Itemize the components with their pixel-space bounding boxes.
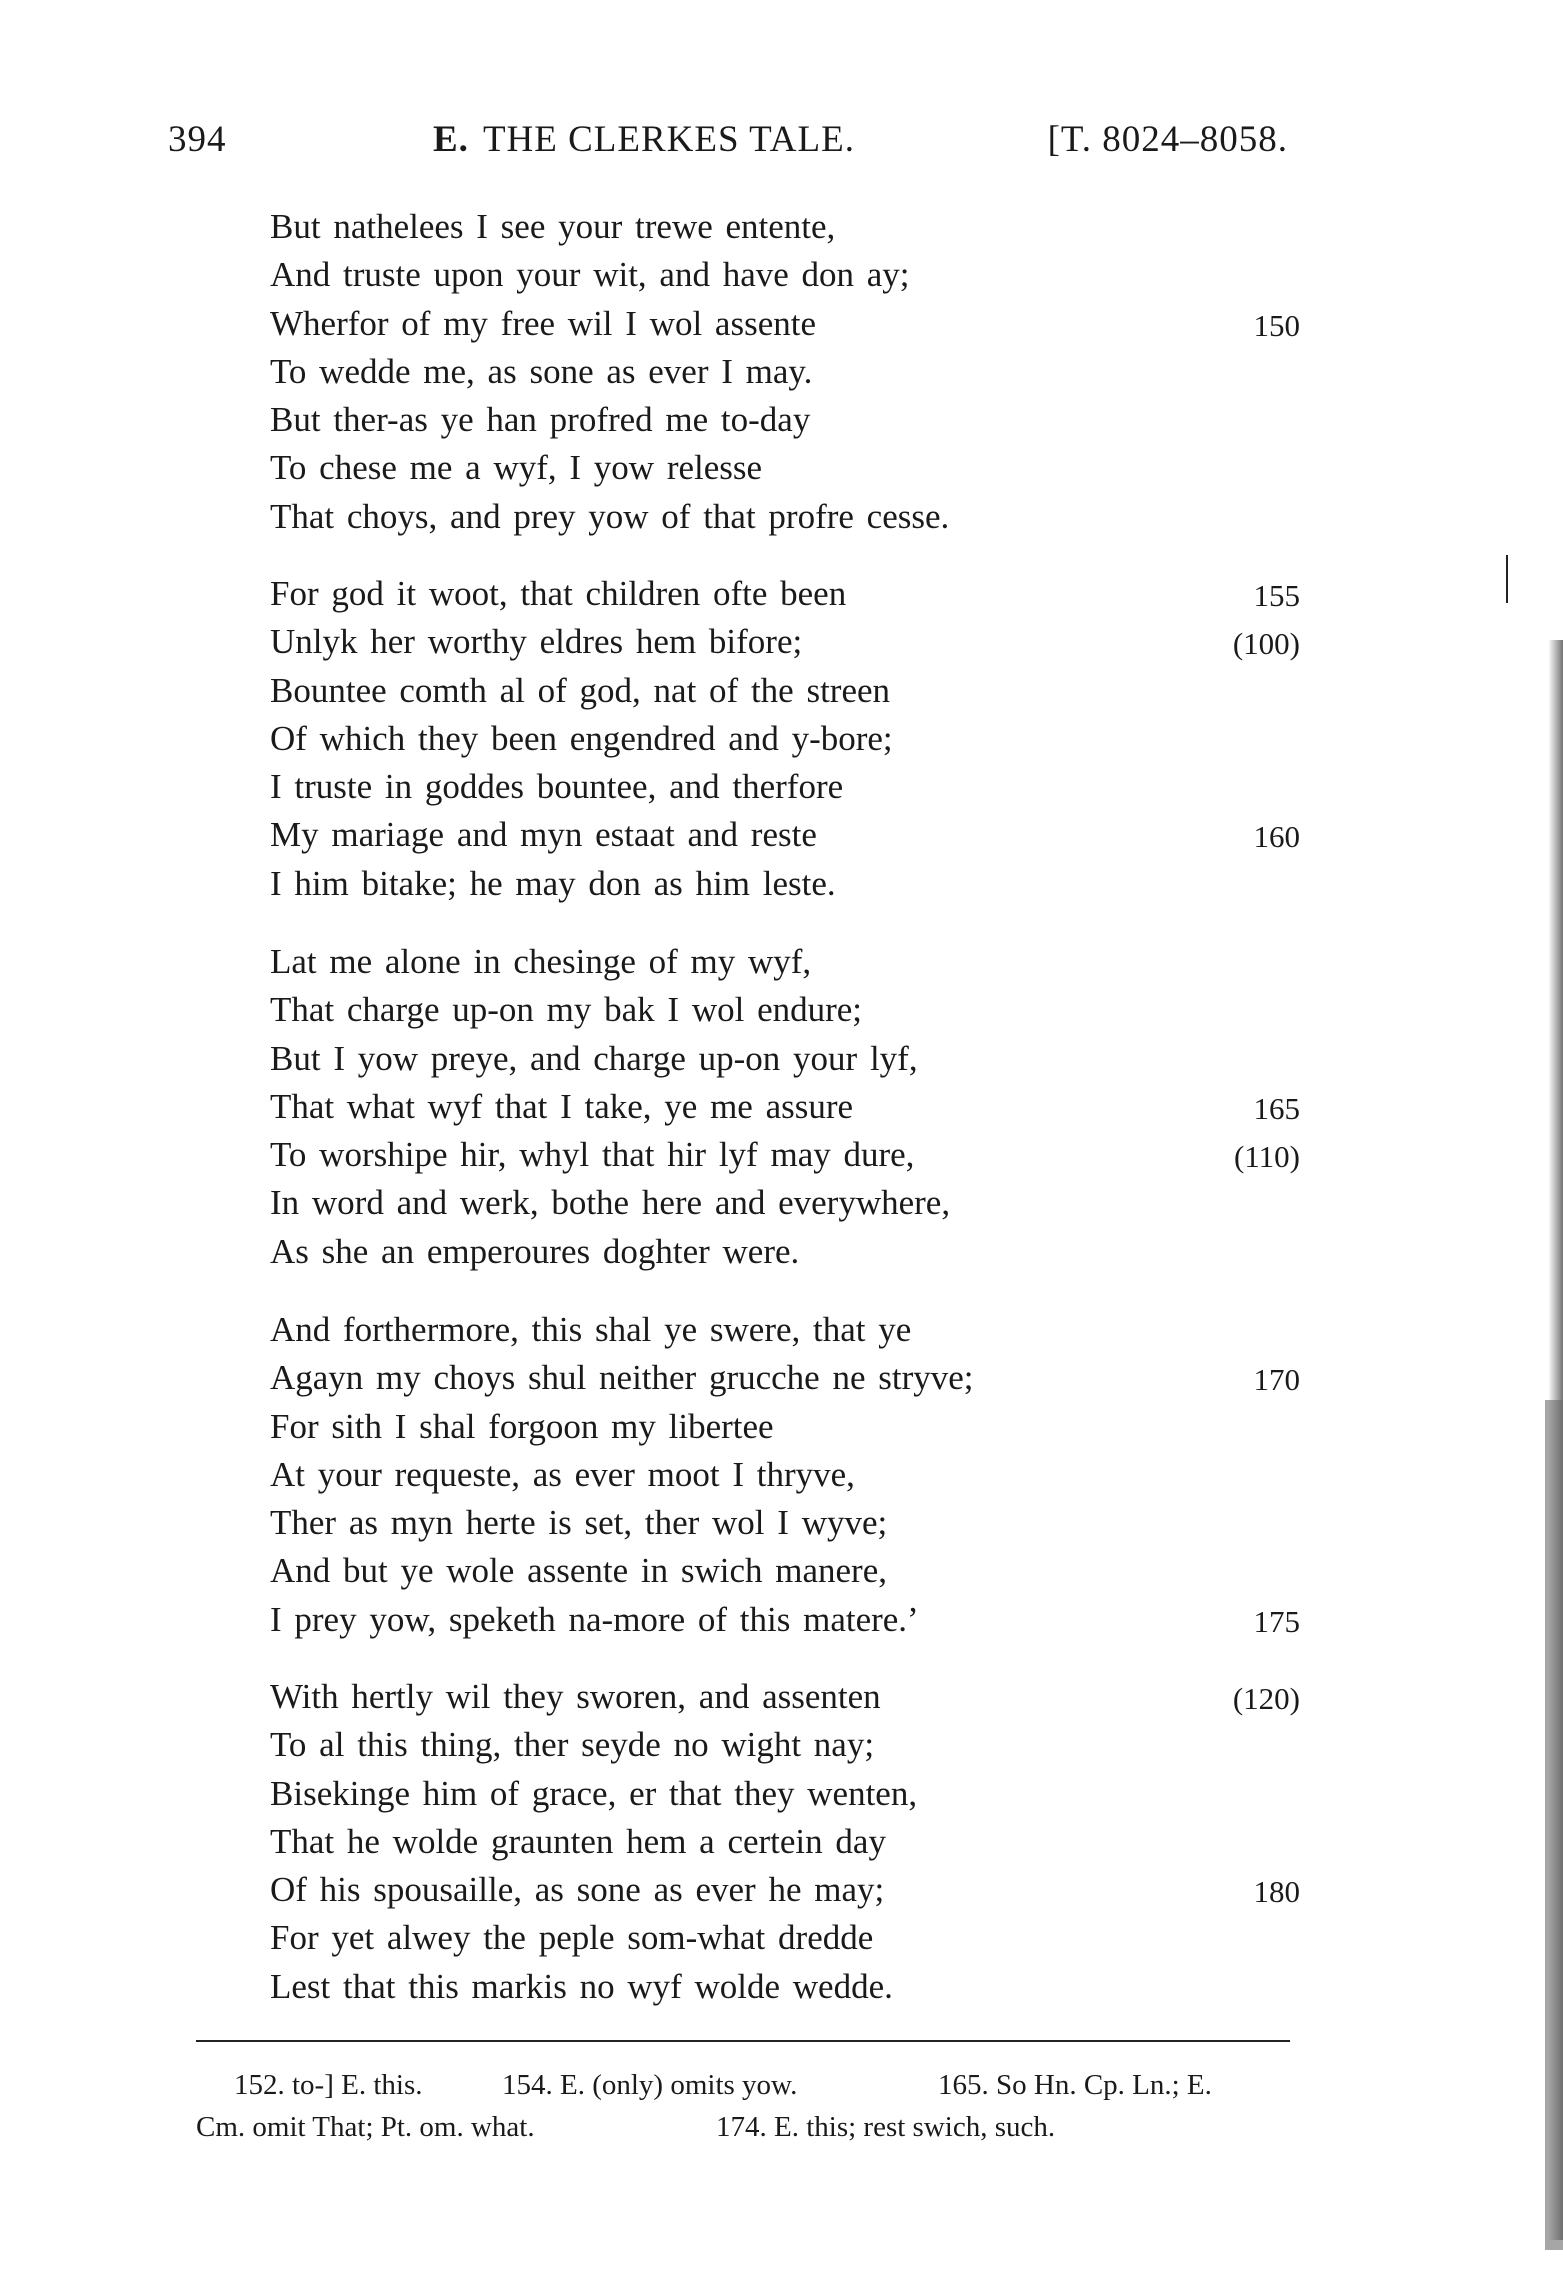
verse-text: That choys, and prey yow of that profre cesse. xyxy=(270,496,950,536)
verse-text: Unlyk her worthy eldres hem bifore; xyxy=(270,622,803,662)
verse-text: With hertly wil they sworen, and assenten xyxy=(270,1677,881,1716)
footnote: 165. So Hn. Cp. Ln.; E. xyxy=(938,2069,1212,2101)
verse-text: My mariage and myn estaat and reste xyxy=(270,815,817,855)
line-number: (100) xyxy=(1232,626,1300,662)
footnote: 174. E. this; rest swich, such. xyxy=(716,2111,1056,2143)
verse-text: Of which they been engendred and y-bore; xyxy=(270,718,893,758)
line-number: 180 xyxy=(1253,1874,1300,1910)
verse-text: And truste upon your wit, and have don ay; xyxy=(270,255,910,295)
verse-text: Bisekinge him of grace, er that they wenten, xyxy=(270,1773,918,1813)
line-number: (120) xyxy=(1232,1681,1300,1716)
verse-line xyxy=(270,251,1300,299)
verse-line xyxy=(270,300,1300,348)
verse-text: To worshipe hir, whyl that hir lyf may dure, xyxy=(270,1135,915,1175)
verse-line xyxy=(270,1451,1300,1499)
verse-text: That charge up-on my bak I wol endure; xyxy=(270,990,863,1030)
verse-text: To wedde me, as sone as ever I may. xyxy=(270,351,813,391)
verse-line xyxy=(270,348,1300,396)
verse-line xyxy=(270,667,1300,715)
verse-line xyxy=(270,1596,1300,1644)
verse-line xyxy=(270,1228,1300,1276)
verse-line xyxy=(270,1547,1300,1595)
verse-text: Ther as myn herte is set, ther wol I wyve; xyxy=(270,1503,888,1543)
line-number: 170 xyxy=(1253,1362,1300,1398)
verse-text: And but ye wole assente in swich manere, xyxy=(270,1551,888,1591)
verse-line xyxy=(270,1770,1300,1818)
verse-text: I prey yow, speketh na-more of this matere.’ xyxy=(270,1599,919,1639)
verse-line xyxy=(270,1131,1300,1179)
verse-text: At your requeste, as ever moot I thryve, xyxy=(270,1454,855,1494)
verse-text: To chese me a wyf, I yow relesse xyxy=(270,448,763,488)
section-letter: E. xyxy=(433,119,469,160)
verse-line xyxy=(270,1354,1300,1402)
verse-text: That he wolde graunten hem a certein day xyxy=(270,1821,886,1861)
verse-text: For yet alwey the peple som-what dredde xyxy=(270,1918,874,1958)
verse-text: Lest that this markis no wyf wolde wedde. xyxy=(270,1966,893,2006)
line-reference: [T. 8024–8058. xyxy=(1047,119,1288,160)
verse-text: For sith I shal forgoon my libertee xyxy=(270,1406,774,1446)
verse-line xyxy=(270,1083,1300,1131)
footnote: Cm. omit That; Pt. om. what. xyxy=(196,2111,535,2143)
verse-text: Wherfor of my free wil I wol assente xyxy=(270,303,816,343)
footnotes xyxy=(196,2064,1296,2148)
verse-line xyxy=(270,1818,1300,1866)
verse-line xyxy=(270,618,1300,666)
page-number: 394 xyxy=(168,119,227,160)
verse-line xyxy=(270,986,1300,1034)
verse-line xyxy=(270,1179,1300,1227)
page-edge-shadow xyxy=(1545,1400,1563,2250)
verse-line xyxy=(270,715,1300,763)
footnote: 154. E. (only) omits yow. xyxy=(502,2069,798,2101)
verse-text: But ther-as ye han profred me to-day xyxy=(270,400,811,440)
stanza xyxy=(270,203,1300,541)
verse-line xyxy=(270,763,1300,811)
verse-line xyxy=(270,811,1300,859)
verse-text: I truste in goddes bountee, and therfore xyxy=(270,767,844,807)
line-number: 155 xyxy=(1253,578,1300,613)
verse-text: For god it woot, that children ofte been xyxy=(270,574,847,613)
stanza xyxy=(270,1306,1300,1644)
verse-text: Lat me alone in chesinge of my wyf, xyxy=(270,942,812,981)
verse-line xyxy=(270,1306,1300,1354)
verse-text: As she an emperoures doghter were. xyxy=(270,1231,800,1271)
verse-line xyxy=(270,1035,1300,1083)
tale-title: THE CLERKES TALE. xyxy=(482,119,855,160)
verse-line xyxy=(270,444,1300,492)
stanza xyxy=(270,938,1300,1276)
verse-text: I him bitake; he may don as him leste. xyxy=(270,863,836,903)
line-number: 160 xyxy=(1253,819,1300,855)
verse-line xyxy=(270,1963,1300,2011)
running-header xyxy=(168,118,1288,168)
verse-line xyxy=(270,1721,1300,1769)
verse-text: But nathelees I see your trewe entente, xyxy=(270,207,836,246)
footnote-line xyxy=(196,2106,1296,2148)
footnote: 152. to-] E. this. xyxy=(234,2069,423,2101)
verse-line xyxy=(270,1914,1300,1962)
verse-text: In word and werk, bothe here and everywhere, xyxy=(270,1183,951,1223)
verse-line xyxy=(270,1499,1300,1547)
verse-line xyxy=(270,203,1300,251)
verse-line xyxy=(270,860,1300,908)
verse-text: That what wyf that I take, ye me assure xyxy=(270,1086,854,1126)
line-number: 150 xyxy=(1253,307,1300,343)
margin-mark xyxy=(1506,555,1508,603)
line-number: (110) xyxy=(1234,1139,1300,1175)
verse-text: Of his spousaille, as sone as ever he may; xyxy=(270,1870,885,1910)
verse-text: But I yow preye, and charge up-on your lyf, xyxy=(270,1038,918,1078)
verse-text: To al this thing, ther seyde no wight nay; xyxy=(270,1725,875,1765)
footnote-line xyxy=(196,2064,1296,2106)
running-title xyxy=(433,118,855,161)
verse-line xyxy=(270,1673,1300,1721)
verse-text: Agayn my choys shul neither grucche ne stryve; xyxy=(270,1358,974,1398)
verse-text: Bountee comth al of god, nat of the streen xyxy=(270,670,891,710)
verse-line xyxy=(270,1403,1300,1451)
verse-line xyxy=(270,938,1300,986)
stanza xyxy=(270,1673,1300,2011)
verse-line xyxy=(270,396,1300,444)
line-number: 175 xyxy=(1253,1603,1300,1639)
verse-line xyxy=(270,1866,1300,1914)
line-number: 165 xyxy=(1253,1090,1300,1126)
stanza xyxy=(270,570,1300,908)
footnote-divider xyxy=(196,2040,1290,2042)
verse-line xyxy=(270,570,1300,618)
verse-text: And forthermore, this shal ye swere, that ye xyxy=(270,1310,912,1349)
verse-line xyxy=(270,493,1300,541)
